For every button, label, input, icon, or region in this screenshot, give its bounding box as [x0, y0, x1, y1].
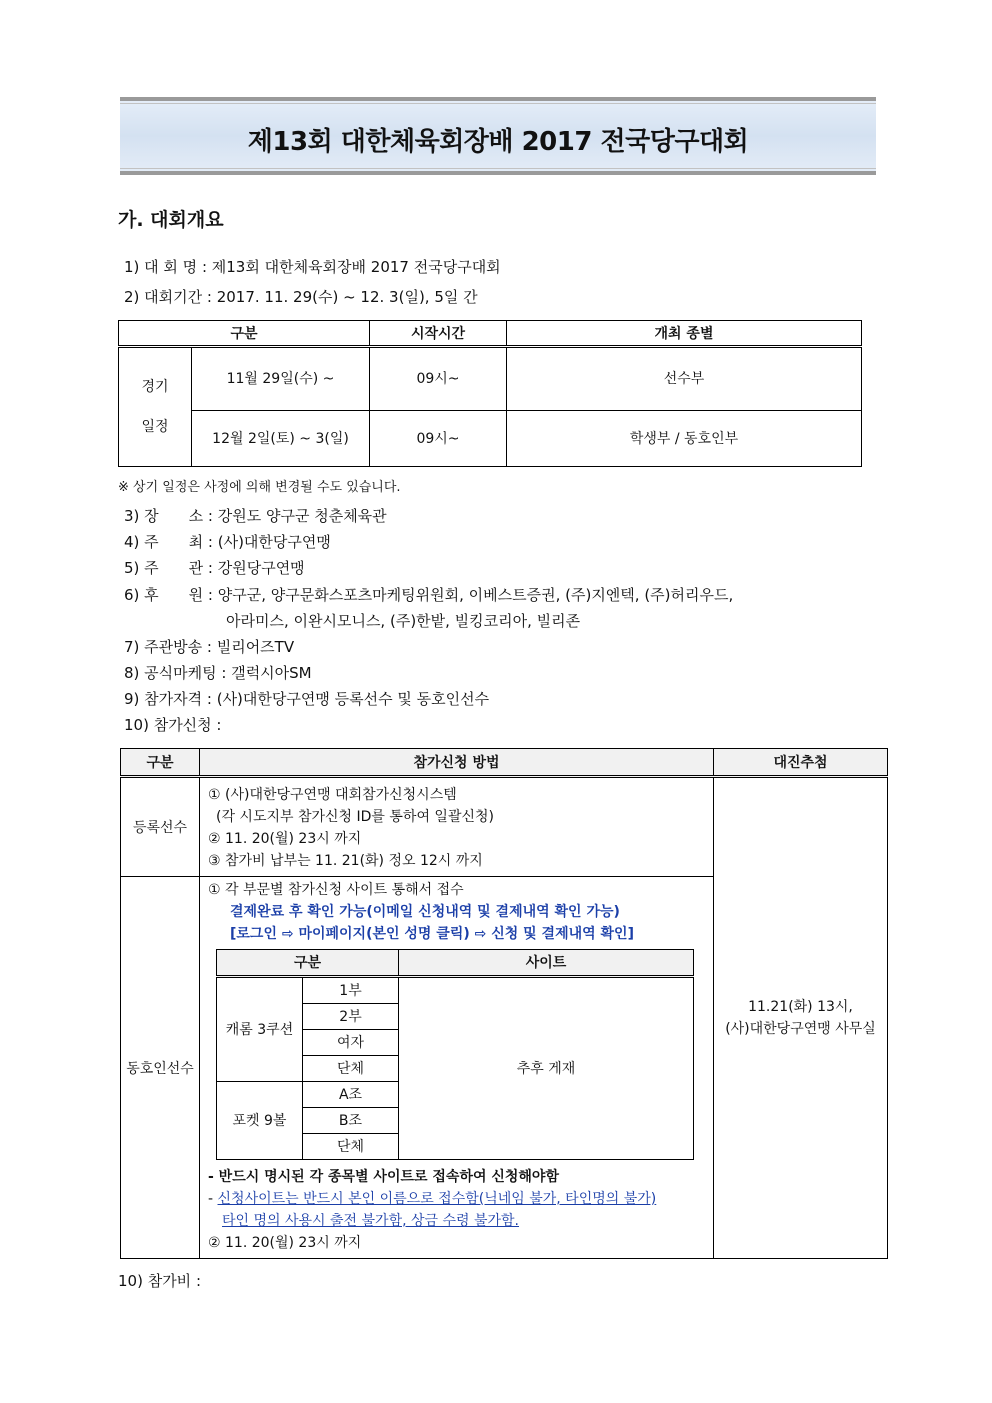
registration-table: [120, 748, 888, 1259]
schedule-header-division: 개최 종별: [507, 321, 862, 347]
page-title: 제13회 대한체육회장배 2017 전국당구대회: [247, 127, 749, 157]
method-line: (각 시도지부 참가신청 ID를 통하여 일괄신청): [216, 809, 494, 825]
item-organizer: 5) 주 관 : 강원당구연맹: [124, 559, 305, 577]
item-sponsors-continued: 아라미스, 이완시모니스, (주)한밭, 빌킹코리아, 빌리존: [226, 612, 581, 630]
method-line: ② 11. 20(월) 23시 까지: [208, 831, 362, 847]
site-value: 추후 게재: [399, 977, 694, 1160]
carom-label: 캐롬 3쿠션: [217, 977, 303, 1082]
schedule-header-time: 시작시간: [370, 321, 507, 347]
schedule-table: [118, 320, 862, 467]
registered-player-label: 등록선수: [121, 777, 200, 877]
division-cell: A조: [303, 1082, 399, 1108]
draw-place: (사)대한당구연맹 사무실: [725, 1021, 876, 1037]
schedule-group-label: 경기: [141, 379, 169, 395]
schedule-header-category: 구분: [119, 321, 370, 347]
division-cell: 1부: [303, 977, 399, 1004]
item-marketing: 8) 공식마케팅 : 갤럭시아SM: [124, 664, 312, 682]
item-sponsors: 6) 후 원 : 양구군, 양구문화스포츠마케팅위원회, 이베스트증권, (주)지엔텍, (주)허리우드,: [124, 586, 734, 604]
method-line: ③ 참가비 납부는 11. 21(화) 정오 12시 까지: [208, 853, 483, 869]
schedule-group-label: 일정: [141, 419, 169, 435]
schedule-time: 09시~: [370, 411, 507, 467]
site-header-site: 사이트: [399, 950, 694, 977]
amateur-player-method: [200, 877, 714, 1259]
draw-cell: [714, 777, 888, 1259]
item-event-name: 1) 대 회 명 : 제13회 대한체육회장배 2017 전국당구대회: [124, 258, 501, 276]
section-heading: 가. 대회개요: [118, 209, 224, 231]
title-banner: [120, 97, 876, 175]
item-event-period: 2) 대회기간 : 2017. 11. 29(수) ~ 12. 3(일), 5일 간: [124, 288, 478, 306]
division-cell: 2부: [303, 1004, 399, 1030]
schedule-division: 학생부 / 동호인부: [507, 411, 862, 467]
division-cell: 단체: [303, 1056, 399, 1082]
schedule-date: 12월 2일(토) ~ 3(일): [192, 411, 370, 467]
division-cell: 여자: [303, 1030, 399, 1056]
dash: -: [208, 1191, 218, 1207]
schedule-date: 11월 29일(수) ~: [192, 347, 370, 411]
item-application: 10) 참가신청 :: [124, 716, 222, 734]
payment-confirm-note: 결제완료 후 확인 가능(이메일 신청내역 및 결제내역 확인 가능): [230, 904, 620, 920]
registration-header-category: 구분: [121, 749, 200, 777]
name-rule-text: 신청사이트는 반드시 본인 이름으로 접수함(닉네임 불가, 타인명의 불가): [217, 1191, 657, 1207]
login-path-note: [로그인 ⇨ 마이페이지(본인 성명 클릭) ⇨ 신청 및 결제내역 확인]: [230, 926, 634, 942]
item-fee: 10) 참가비 :: [118, 1272, 201, 1290]
schedule-group-cell: [119, 347, 192, 467]
draw-datetime: 11.21(화) 13시,: [748, 999, 853, 1015]
pocket-label: 포켓 9볼: [217, 1082, 303, 1160]
registration-header-method: 참가신청 방법: [200, 749, 714, 777]
site-table: [216, 949, 694, 1160]
amateur-player-label: 동호인선수: [121, 877, 200, 1259]
method-line: ① (사)대한당구연맹 대회참가신청시스템: [208, 787, 457, 803]
penalty-text: 타인 명의 사용시 출전 불가함, 상금 수령 불가함.: [222, 1213, 520, 1229]
site-header-category: 구분: [217, 950, 399, 977]
site-access-note: - 반드시 명시된 각 종목별 사이트로 접속하여 신청해야함: [208, 1169, 559, 1185]
schedule-note: ※ 상기 일정은 사정에 의해 변경될 수도 있습니다.: [118, 480, 401, 495]
item-eligibility: 9) 참가자격 : (사)대한당구연맹 등록선수 및 동호인선수: [124, 690, 490, 708]
item-broadcast: 7) 주관방송 : 빌리어즈TV: [124, 638, 295, 656]
item-venue: 3) 장 소 : 강원도 양구군 청춘체육관: [124, 507, 387, 525]
penalty-note: [208, 1210, 713, 1232]
division-cell: B조: [303, 1108, 399, 1134]
schedule-time: 09시~: [370, 347, 507, 411]
division-cell: 단체: [303, 1134, 399, 1160]
registered-player-method: [200, 777, 714, 877]
item-host: 4) 주 최 : (사)대한당구연맹: [124, 533, 331, 551]
method-line: ① 각 부문별 참가신청 사이트 통해서 접수: [208, 882, 464, 898]
method-line: ② 11. 20(월) 23시 까지: [208, 1235, 362, 1251]
name-rule-note: [208, 1188, 713, 1210]
schedule-division: 선수부: [507, 347, 862, 411]
registration-header-draw: 대진추첨: [714, 749, 888, 777]
